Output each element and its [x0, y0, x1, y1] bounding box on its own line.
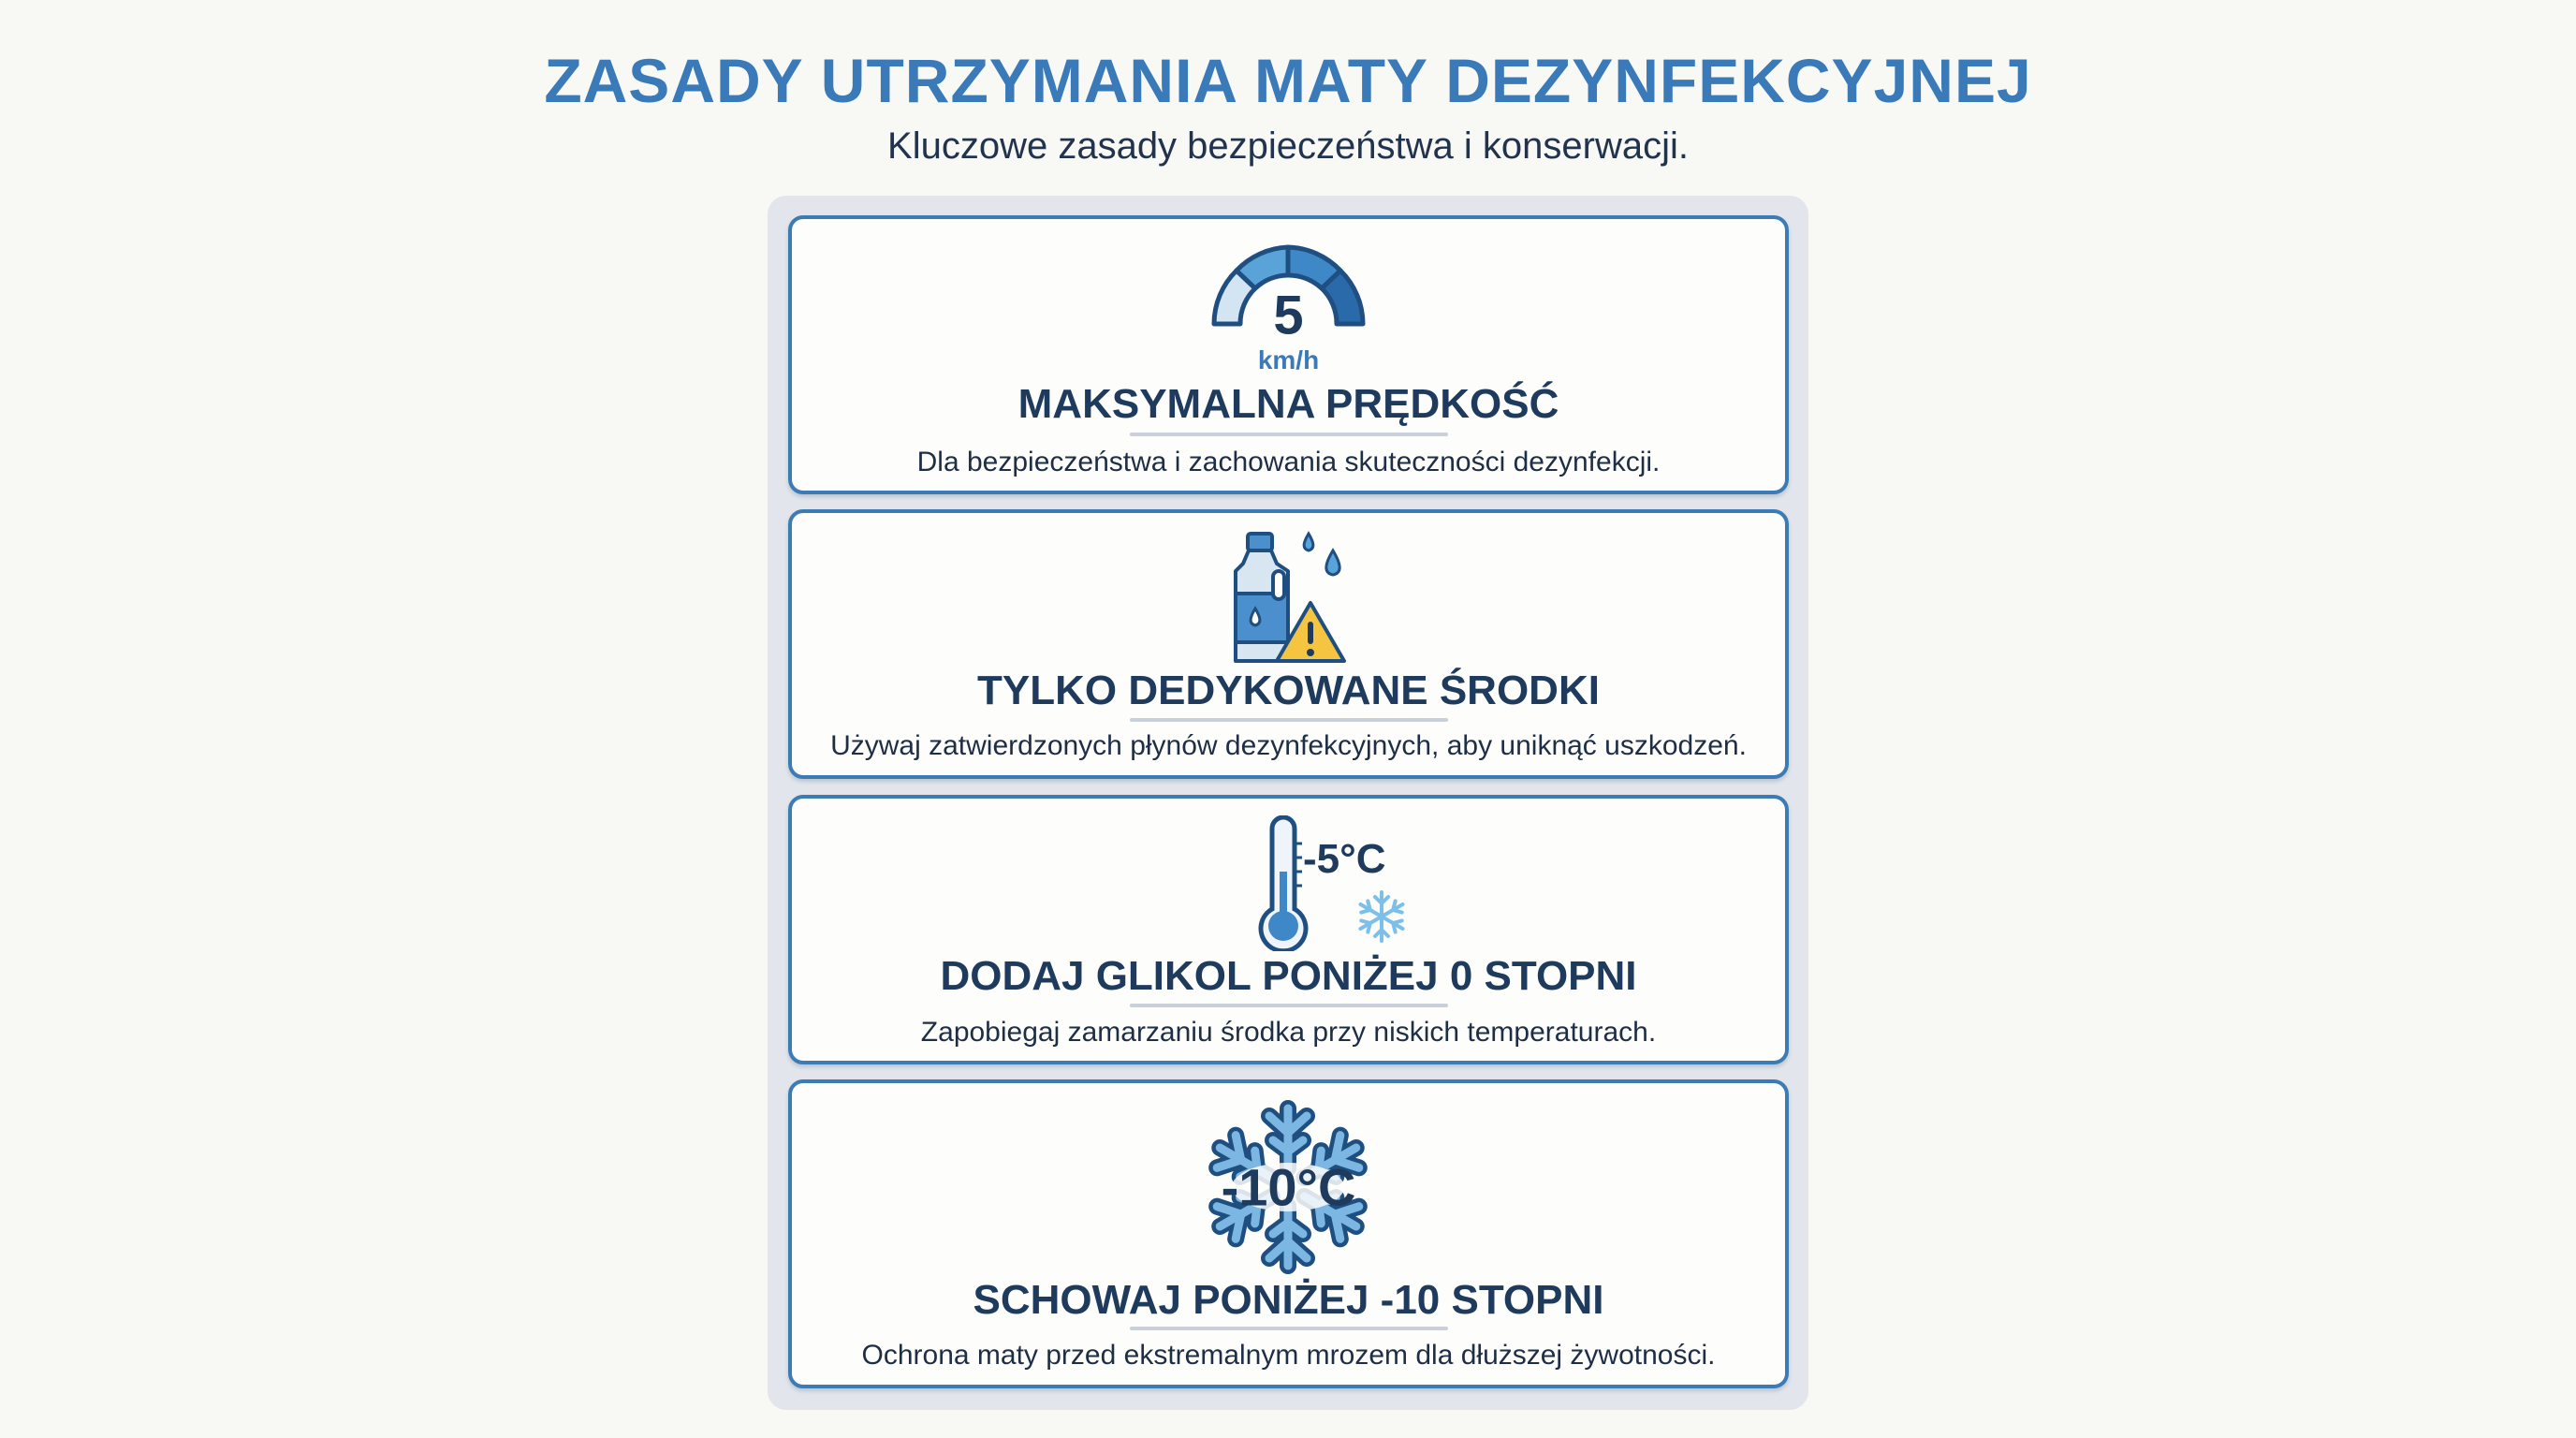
- page-subtitle: Kluczowe zasady bezpieczeństwa i konserwacji.: [887, 125, 1689, 167]
- snowflake-icon: [1354, 888, 1410, 945]
- title-underline: [1130, 433, 1448, 436]
- rule-card-add-glycol: [788, 795, 1789, 1064]
- rule-card-store-below: [788, 1079, 1789, 1388]
- temperature-value: -5°C: [1303, 836, 1386, 882]
- title-underline: [1130, 1004, 1448, 1007]
- speed-unit: km/h: [1257, 345, 1320, 374]
- title-underline: [1130, 718, 1448, 722]
- card-description: Dla bezpieczeństwa i zachowania skuteczności dezynfekcji.: [916, 447, 1661, 477]
- card-title: TYLKO DEDYKOWANE ŚRODKI: [977, 668, 1600, 713]
- card-description: Ochrona maty przed ekstremalnym mrozem dla dłuższej żywotności.: [861, 1340, 1716, 1371]
- title-underline: [1130, 1327, 1448, 1330]
- rule-card-dedicated-agents: [788, 509, 1789, 779]
- card-title: SCHOWAJ PONIŻEJ -10 STOPNI: [973, 1277, 1604, 1323]
- speed-value: 5: [1273, 285, 1304, 346]
- disinfectant-bottle-warning-icon: [1230, 530, 1352, 667]
- temperature-value: -10°C: [1221, 1157, 1356, 1217]
- card-title: DODAJ GLIKOL PONIŻEJ 0 STOPNI: [940, 953, 1637, 999]
- rule-card-max-speed: [788, 215, 1789, 494]
- page-title: ZASADY UTRZYMANIA MATY DEZYNFEKCYJNEJ: [544, 46, 2032, 115]
- card-description: Używaj zatwierdzonych płynów dezynfekcyjnych, aby uniknąć uszkodzeń.: [830, 730, 1747, 761]
- card-description: Zapobiegaj zamarzaniu środka przy niskich temperaturach.: [920, 1017, 1657, 1048]
- card-title: MAKSYMALNA PRĘDKOŚĆ: [1017, 381, 1559, 427]
